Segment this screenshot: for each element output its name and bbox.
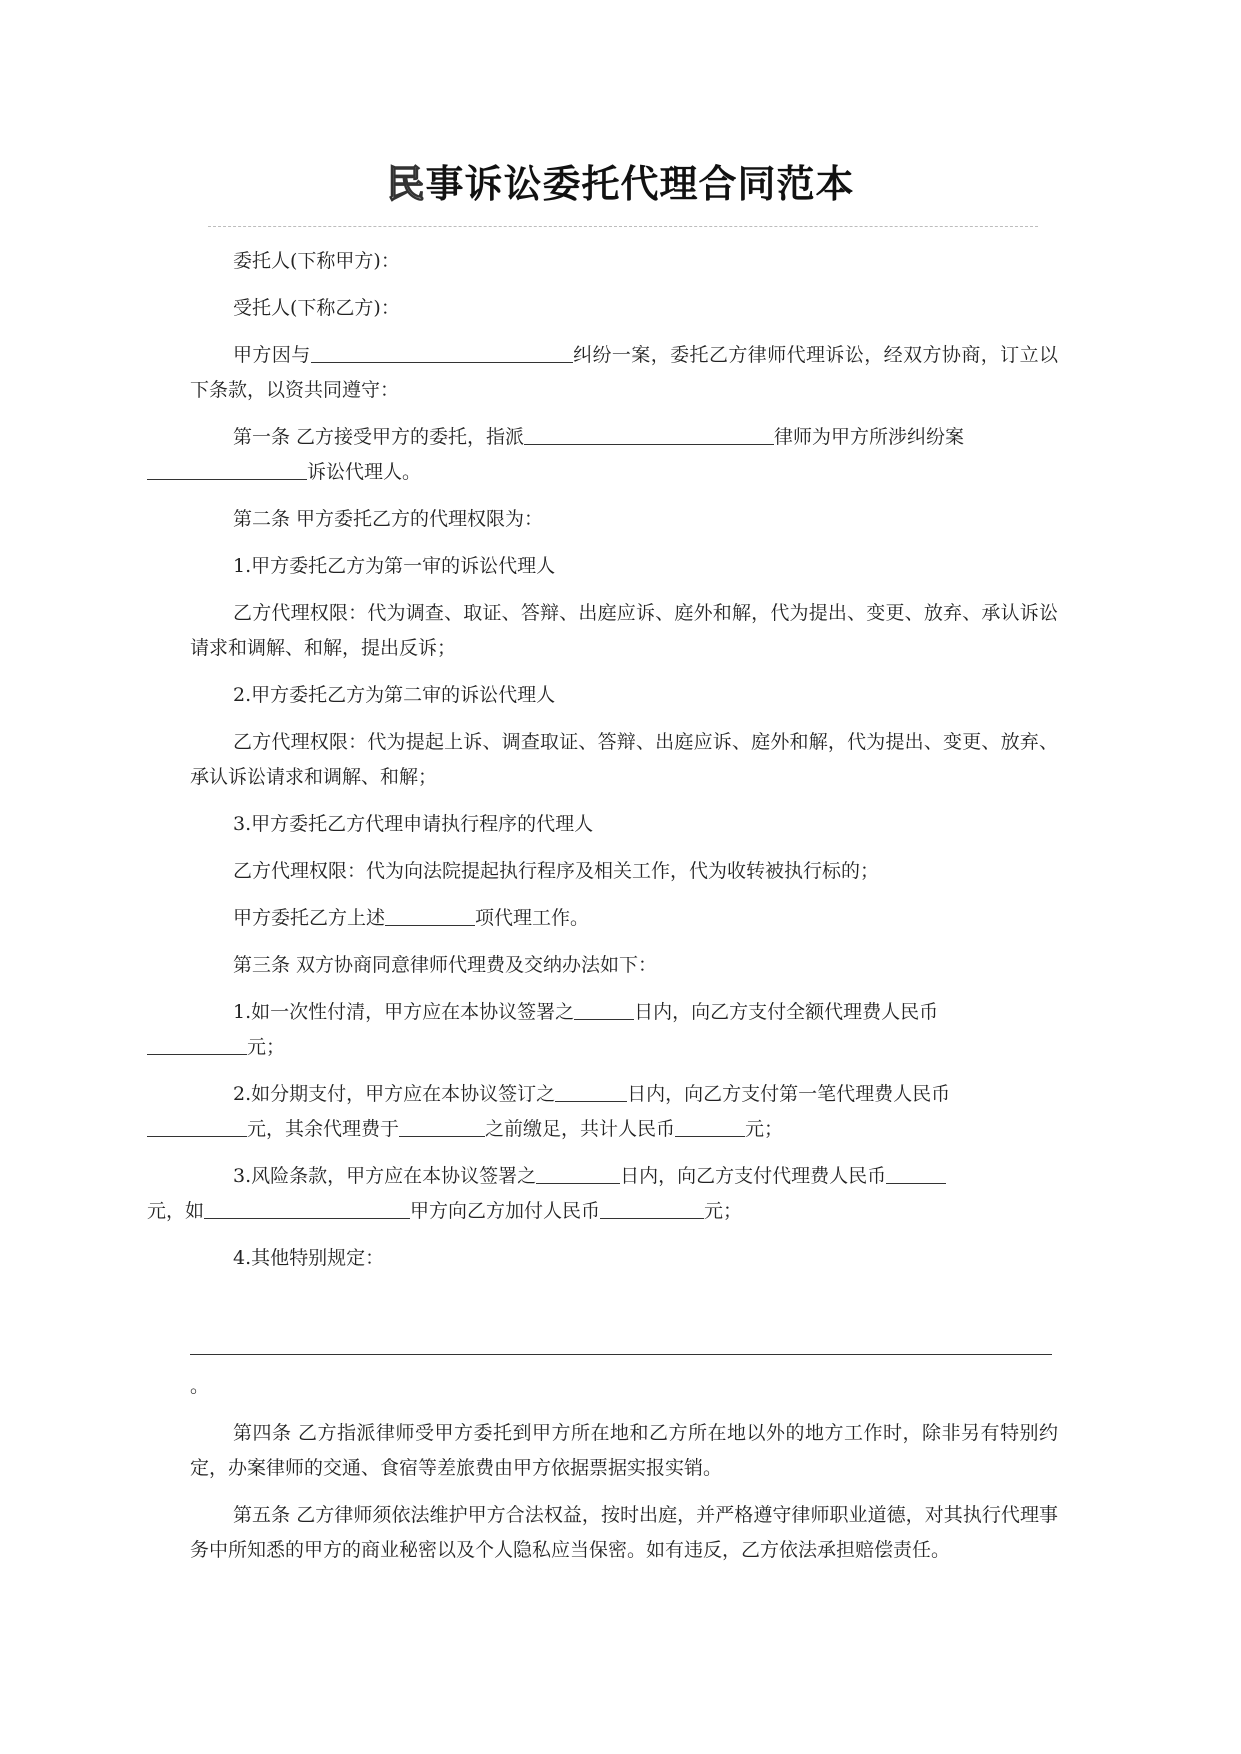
text: 。 (190, 1375, 210, 1397)
preamble (190, 338, 1058, 408)
article-5: 第五条 乙方律师须依法维护甲方合法权益，按时出庭，并严格遵守律师职业道德，对其执行代理事务中所知悉的甲方的商业秘密以及个人隐私应当保密。如有违反，乙方依法承担赔偿责任。 (190, 1504, 1058, 1561)
blank-extra-amount[interactable] (600, 1198, 704, 1219)
title-rest: 事诉讼委托代理合同范本 (425, 162, 855, 206)
text: 元； (745, 1118, 784, 1140)
spacer (190, 1288, 1058, 1334)
text: 项代理工作。 (475, 907, 590, 929)
text: 甲方向乙方加付人民币 (410, 1200, 601, 1222)
blank-days[interactable] (536, 1163, 620, 1184)
text: 之前缴足，共计人民币 (485, 1118, 676, 1140)
text: 元； (704, 1200, 743, 1222)
party-a-line: 委托人(下称甲方)： (233, 250, 400, 272)
fee-installment (190, 1077, 1058, 1147)
blank-first-amount[interactable] (147, 1116, 247, 1137)
fee-lump-sum (190, 995, 1058, 1065)
special-provisions-line (190, 1334, 1058, 1404)
text: 诉讼代理人。 (307, 461, 422, 483)
entrusted-items (190, 901, 1058, 936)
text: 日内，向乙方支付第一笔代理费人民币 (627, 1083, 951, 1105)
document-title (0, 156, 1241, 212)
text: 1.如一次性付清，甲方应在本协议签署之 (233, 1001, 575, 1023)
text: 3.风险条款，甲方应在本协议签署之 (233, 1165, 537, 1187)
text: 日内，向乙方支付代理费人民币 (620, 1165, 887, 1187)
text: 律师为甲方所涉纠纷案 (774, 426, 965, 448)
blank-condition[interactable] (204, 1198, 410, 1219)
party-b-line: 受托人(下称乙方)： (233, 297, 400, 319)
article-4: 第四条 乙方指派律师受甲方委托到甲方所在地和乙方所在地以外的地方工作时，除非另有特别约定，办案律师的交通、食宿等差旅费由甲方依据票据实报实销。 (190, 1422, 1058, 1479)
text: 元，如 (147, 1200, 205, 1222)
blank-amount[interactable] (886, 1163, 946, 1184)
text: 甲方因与 (233, 344, 311, 366)
blank-dispute-party[interactable] (311, 342, 573, 363)
blank-special-provisions[interactable] (190, 1353, 1052, 1355)
item-first-instance: 1.甲方委托乙方为第一审的诉讼代理人 (233, 555, 556, 577)
text: 甲方委托乙方上述 (233, 907, 386, 929)
blank-lawyer-name[interactable] (524, 424, 774, 445)
item-execution: 3.甲方委托乙方代理申请执行程序的代理人 (233, 813, 594, 835)
special-provisions: 4.其他特别规定： (233, 1247, 385, 1269)
text: 元； (247, 1036, 286, 1058)
blank-item-count[interactable] (385, 905, 475, 926)
title-separator (208, 226, 1038, 227)
blank-amount[interactable] (147, 1034, 247, 1055)
contract-body (147, 244, 1058, 1580)
title-first-char: 民 (386, 162, 426, 206)
authority-execution: 乙方代理权限：代为向法院提起执行程序及相关工作，代为收转被执行标的； (233, 860, 880, 882)
blank-deadline[interactable] (399, 1116, 485, 1137)
text: 2.如分期支付，甲方应在本协议签订之 (233, 1083, 556, 1105)
text: 第一条 乙方接受甲方的委托，指派 (233, 426, 525, 448)
text: 元，其余代理费于 (247, 1118, 400, 1140)
blank-total-amount[interactable] (675, 1116, 745, 1137)
blank-days[interactable] (574, 999, 634, 1020)
article-3: 第三条 双方协商同意律师代理费及交纳办法如下： (233, 954, 658, 976)
text: 纠纷一案，委托乙方律师代理诉讼，经双方协商，订立以下条款，以资共同遵守： (190, 344, 1058, 401)
fee-risk (147, 1159, 1058, 1229)
authority-first-instance: 乙方代理权限：代为调查、取证、答辩、出庭应诉、庭外和解，代为提出、变更、放弃、承认诉讼请求和调解、和解，提出反诉； (190, 602, 1058, 659)
blank-case-name[interactable] (147, 459, 307, 480)
text: 日内，向乙方支付全额代理费人民币 (634, 1001, 939, 1023)
item-second-instance: 2.甲方委托乙方为第二审的诉讼代理人 (233, 684, 556, 706)
blank-days[interactable] (555, 1081, 627, 1102)
authority-second-instance: 乙方代理权限：代为提起上诉、调查取证、答辩、出庭应诉、庭外和解，代为提出、变更、放弃、承认诉讼请求和调解、和解； (190, 731, 1058, 788)
article-1 (190, 420, 1058, 490)
article-2: 第二条 甲方委托乙方的代理权限为： (233, 508, 544, 530)
